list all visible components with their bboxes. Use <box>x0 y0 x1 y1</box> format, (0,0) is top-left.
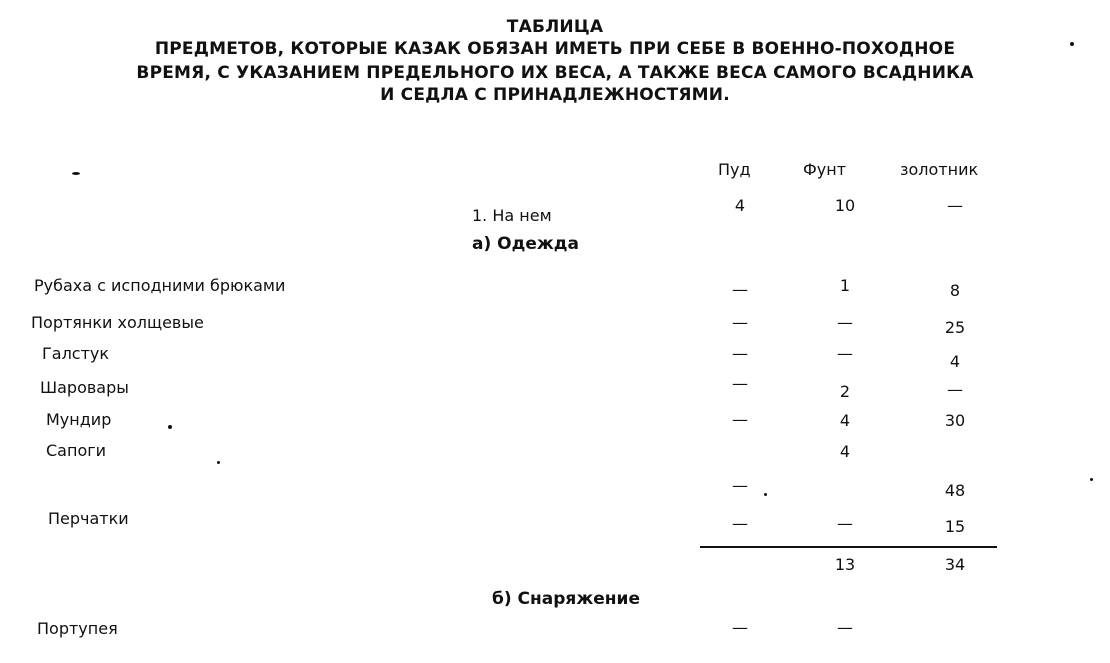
section-equipment: б) Снаряжение <box>492 589 640 609</box>
row-label: Портупея <box>37 619 118 638</box>
row-zolotnik: 4 <box>949 352 961 371</box>
row-pud: — <box>732 280 748 299</box>
on-him-funt: 10 <box>834 196 856 215</box>
column-header-funt: Фунт <box>803 160 847 179</box>
row-pud: — <box>732 476 748 495</box>
column-header-zolotnik: золотник <box>900 160 979 179</box>
row-funt: 1 <box>839 276 851 295</box>
row-funt: 4 <box>839 442 851 461</box>
row-label: Мундир <box>46 410 112 429</box>
scan-speck <box>168 425 172 429</box>
row-label: Галстук <box>42 344 110 363</box>
on-him-label: 1. На нем <box>472 206 552 225</box>
on-him-pud: 4 <box>734 196 746 215</box>
row-label: Шаровары <box>40 378 129 397</box>
row-funt: — <box>837 344 853 363</box>
row-zolotnik: 48 <box>944 481 966 500</box>
row-pud: — <box>732 514 748 533</box>
total-zolotnik: 34 <box>944 555 966 574</box>
row-zolotnik: 15 <box>944 517 966 536</box>
column-header-pud: Пуд <box>718 160 751 179</box>
row-label: Сапоги <box>46 441 107 460</box>
row-funt: — <box>837 618 853 637</box>
row-zolotnik: 8 <box>949 281 961 300</box>
table-title-line-3: И СЕДЛА С ПРИНАДЛЕЖНОСТЯМИ. <box>380 85 730 105</box>
scan-speck <box>1070 42 1074 46</box>
row-pud: — <box>732 618 748 637</box>
row-pud: — <box>732 313 748 332</box>
table-heading: ТАБЛИЦА <box>506 17 604 37</box>
sum-divider <box>700 546 997 548</box>
scan-speck <box>1090 478 1093 481</box>
row-funt: 2 <box>839 382 851 401</box>
row-zolotnik: 25 <box>944 318 966 337</box>
section-clothing: а) Одежда <box>472 234 579 254</box>
row-zolotnik: — <box>947 380 963 399</box>
row-label: Перчатки <box>48 509 129 528</box>
scan-speck <box>217 461 220 464</box>
row-pud: — <box>732 410 748 429</box>
total-funt: 13 <box>834 555 856 574</box>
on-him-zolotnik: — <box>947 196 963 215</box>
row-label: Рубаха с исподними брюками <box>34 276 286 295</box>
row-label: Портянки холщевые <box>31 313 204 332</box>
row-pud: — <box>732 344 748 363</box>
row-funt: — <box>837 514 853 533</box>
scan-speck <box>764 493 767 496</box>
row-funt: — <box>837 313 853 332</box>
scan-speck <box>72 172 80 175</box>
table-title-line-2: ВРЕМЯ, С УКАЗАНИЕМ ПРЕДЕЛЬНОГО ИХ ВЕСА, А ТАКЖЕ ВЕСА САМОГО ВСАДНИКА <box>136 63 974 83</box>
table-title-line-1: ПРЕДМЕТОВ, КОТОРЫЕ КАЗАК ОБЯЗАН ИМЕТЬ ПРИ СЕБЕ В ВОЕННО-ПОХОДНОЕ <box>154 39 956 59</box>
row-funt: 4 <box>839 411 851 430</box>
row-pud: — <box>732 374 748 393</box>
row-zolotnik: 30 <box>944 411 966 430</box>
